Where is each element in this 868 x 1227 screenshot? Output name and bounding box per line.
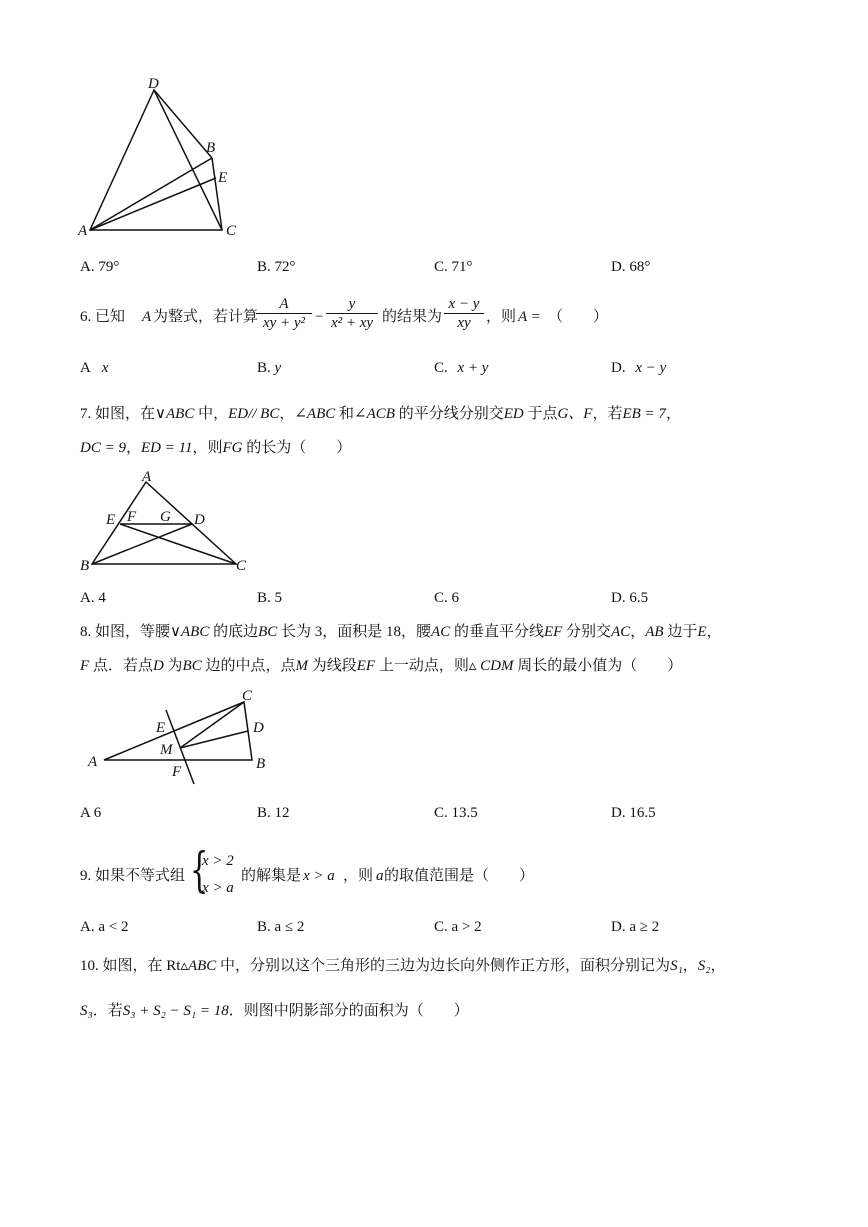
q6-option-d-label: D. [611, 360, 626, 376]
q8-option-b[interactable]: B. 12 [257, 805, 290, 821]
question-10-line-2 [80, 1001, 469, 1021]
q8-option-c[interactable]: C. 13.5 [434, 805, 478, 821]
q8-e: E [697, 624, 707, 640]
q6-suffix: ，则 [486, 309, 517, 325]
q10-s2: S₂ [697, 958, 711, 974]
label-b: B [256, 756, 266, 772]
label-f: F [127, 509, 137, 525]
q7-ed-value: ED = 11 [140, 440, 193, 456]
q8-text: 8. 如图，等腰 [80, 624, 171, 640]
label-e: E [218, 170, 228, 186]
q8-text: 边的中点，点 [201, 658, 296, 674]
q7-text: 中， [194, 406, 229, 422]
label-b: B [206, 140, 216, 156]
segment-ae [90, 178, 216, 230]
q7-triangle: ∨ABC [155, 406, 195, 422]
q7-text: 7. 如图，在 [80, 406, 156, 422]
q7-text: ， [125, 440, 141, 456]
segment-ab [90, 158, 212, 230]
q8-ef: EF [356, 658, 376, 674]
label-c: C [236, 558, 247, 574]
q6-option-d[interactable] [611, 358, 666, 378]
q8-text: 边于 [663, 624, 698, 640]
figure-q7 [70, 466, 270, 576]
q7-text: 和 [335, 406, 355, 422]
q6-fraction-1-den: xy + y² [256, 313, 312, 332]
q10-text: ．若 [92, 1003, 123, 1019]
q6-option-b[interactable] [257, 358, 281, 378]
figure-q8 [80, 684, 280, 790]
label-b: B [80, 558, 90, 574]
q7-text: ，若 [592, 406, 623, 422]
q9-option-b[interactable]: B. a ≤ 2 [257, 919, 305, 935]
label-d: D [194, 512, 205, 528]
q8-bc: BC [258, 624, 278, 640]
q6-option-b-label: B. [257, 360, 271, 376]
q8-text: 为线段 [307, 658, 357, 674]
question-8-line-1 [80, 622, 722, 642]
q8-ab: AB [645, 624, 664, 640]
label-a: A [142, 469, 152, 485]
q9-system-line-1: x > 2 [202, 853, 234, 869]
q9-system-line-2: x > a [202, 880, 234, 896]
q6-mid: 为整式，若计算 [153, 309, 259, 325]
q7-angle-acb: ∠ACB [354, 406, 395, 422]
q8-bc: BC [182, 658, 202, 674]
question-7-line-2 [80, 438, 351, 458]
q8-text: 的底边 [209, 624, 259, 640]
triangle-adc [90, 90, 222, 230]
q8-text: 周长的最小值为（ ） [513, 658, 683, 674]
q8-triangle-cdm: ▵ CDM [468, 658, 514, 674]
q6-fraction-2-num: y [348, 296, 356, 312]
q10-s3: S₃ [80, 1003, 93, 1019]
q5-option-d[interactable]: D. 68° [611, 259, 651, 275]
q7-text: 的长为（ ） [242, 440, 352, 456]
segment-dm [180, 731, 248, 748]
q9-mid2: ，则 [343, 868, 374, 884]
q8-text: ， [706, 624, 722, 640]
q6-fraction-1 [256, 295, 312, 332]
question-7-line-1 [80, 404, 681, 424]
q6-option-c[interactable] [434, 358, 488, 378]
q8-text: 分别交 [562, 624, 612, 640]
q6-paren: （ ） [548, 309, 609, 325]
label-d: D [148, 76, 159, 92]
q7-dc: DC = 9 [80, 440, 126, 456]
label-a: A [78, 223, 88, 239]
q5-option-a[interactable]: A. 79° [80, 259, 120, 275]
q7-gf: G、F [557, 406, 593, 422]
q7-option-b[interactable]: B. 5 [257, 590, 283, 606]
segment-db [154, 90, 212, 158]
q7-text: ， [665, 406, 681, 422]
q6-option-a-label: A [80, 360, 91, 376]
q8-text: 上一动点，则 [375, 658, 469, 674]
question-8-line-2 [80, 656, 682, 676]
label-g: G [160, 509, 171, 525]
q6-prefix: 6. 已知 [80, 309, 126, 325]
q8-ac: AC [611, 624, 631, 640]
q6-mid2: 的结果为 [382, 309, 443, 325]
q7-option-a[interactable]: A. 4 [80, 590, 106, 606]
label-f: F [172, 764, 182, 780]
q8-option-d[interactable]: D. 16.5 [611, 805, 656, 821]
q6-fraction-3-den: xy [444, 313, 484, 332]
q5-option-c[interactable]: C. 71° [434, 259, 473, 275]
q6-fraction-3 [444, 295, 484, 332]
q6-fraction-3-num: x − y [448, 296, 480, 312]
q10-text: 10. 如图，在 Rt [80, 958, 181, 974]
q10-text: ， [710, 958, 726, 974]
q6-option-a[interactable] [80, 358, 108, 378]
label-c: C [242, 688, 253, 704]
q8-d: D [152, 658, 164, 674]
q6-fraction-2-den: x² + xy [326, 313, 378, 332]
q6-var-a: A [142, 309, 152, 325]
q8-option-a[interactable]: A 6 [80, 805, 102, 821]
q8-m: M [295, 658, 308, 674]
q5-option-b[interactable]: B. 72° [257, 259, 296, 275]
q10-equation: S₃ + S₂ − S₁ = 18 [122, 1003, 229, 1019]
q7-text: ，则 [192, 440, 223, 456]
q6-option-d-value: x − y [635, 360, 667, 376]
q9-solution: x > a [303, 868, 335, 884]
q10-triangle: ▵ABC [180, 958, 217, 974]
q7-parallel: ED// BC [228, 406, 280, 422]
q9-mid: 的解集是 [241, 868, 302, 884]
q8-triangle: ∨ABC [170, 624, 210, 640]
q10-text: ， [682, 958, 698, 974]
q8-text: 的垂直平分线 [450, 624, 544, 640]
q10-s1: S₁ [670, 958, 683, 974]
q6-option-c-label: C. [434, 360, 448, 376]
q6-option-a-value: x [101, 360, 109, 376]
triangle-abc [104, 702, 252, 760]
q6-option-b-value: y [274, 360, 282, 376]
q8-text: 为 [163, 658, 183, 674]
q10-text: ．则图中阴影部分的面积为（ ） [228, 1003, 469, 1019]
q6-fraction-1-num: A [279, 296, 289, 312]
q7-text: 的平分线分别交 [394, 406, 504, 422]
q9-option-d[interactable]: D. a ≥ 2 [611, 919, 660, 935]
q9-brace: { [190, 842, 209, 898]
q6-eq: A = [518, 309, 541, 325]
q9-suffix: 的取值范围是（ ） [384, 868, 535, 884]
q8-f: F [80, 658, 90, 674]
q7-fg: FG [222, 440, 243, 456]
q7-option-d[interactable]: D. 6.5 [611, 590, 649, 606]
q7-text: ， [279, 406, 295, 422]
q9-prefix: 9. 如果不等式组 [80, 868, 186, 884]
label-d: D [253, 720, 264, 736]
q6-option-c-value: x + y [457, 360, 489, 376]
q7-option-c[interactable]: C. 6 [434, 590, 460, 606]
q8-ef: EF [543, 624, 563, 640]
q10-text: 中，分别以这个三角形的三边为边长向外侧作正方形，面积分别记为 [216, 958, 671, 974]
label-a: A [88, 754, 98, 770]
question-10-line-1 [80, 956, 726, 976]
label-e: E [156, 720, 166, 736]
q7-angle-abc: ∠ABC [294, 406, 336, 422]
q9-option-c[interactable]: C. a > 2 [434, 919, 482, 935]
q8-text: 点．若点 [89, 658, 153, 674]
q8-text: ， [630, 624, 646, 640]
q6-minus: − [315, 309, 324, 325]
q7-eb: EB = 7 [622, 406, 666, 422]
q9-var-a: a [376, 868, 384, 884]
q9-option-a[interactable]: A. a < 2 [80, 919, 129, 935]
q8-ac: AC [431, 624, 451, 640]
figure-q5 [60, 60, 260, 250]
label-c: C [226, 223, 237, 239]
q8-text: 长为 3，面积是 18，腰 [277, 624, 432, 640]
q7-text: 于点 [523, 406, 558, 422]
q7-ed: ED [503, 406, 524, 422]
label-e: E [106, 512, 116, 528]
label-m: M [160, 742, 173, 758]
q6-fraction-2 [326, 295, 378, 332]
